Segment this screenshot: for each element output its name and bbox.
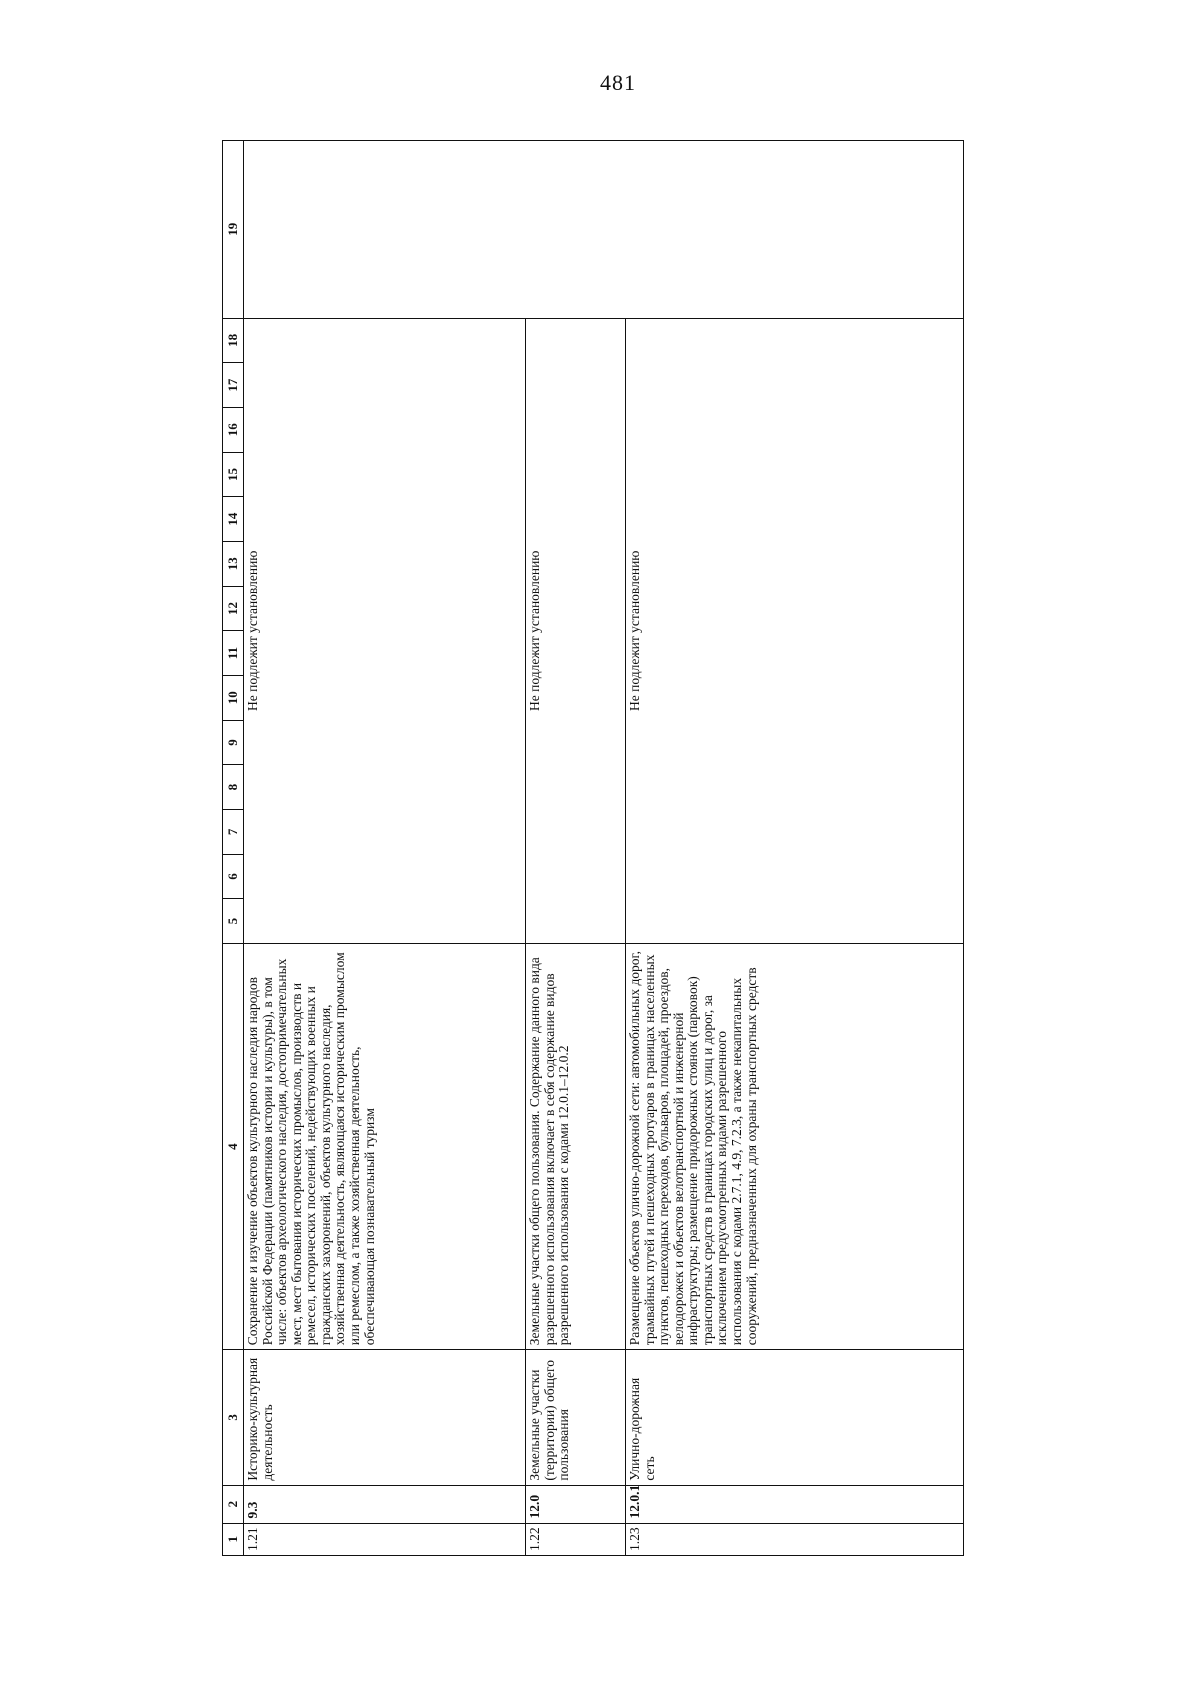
header-cell: 2 (223, 1485, 244, 1523)
header-cell: 16 (223, 407, 244, 452)
header-cell: 1 (223, 1523, 244, 1555)
header-cell: 11 (223, 631, 244, 676)
header-cell: 5 (223, 899, 244, 944)
header-cell: 7 (223, 809, 244, 854)
row-number: 1.23 (626, 1523, 964, 1555)
header-cell: 8 (223, 765, 244, 810)
row-number: 1.21 (244, 1523, 526, 1555)
regulations-table (222, 140, 964, 1556)
header-cell: 18 (223, 318, 244, 363)
header-cell: 4 (223, 943, 244, 1349)
header-cell: 3 (223, 1350, 244, 1485)
header-cell: 19 (223, 141, 244, 319)
row-name: Земельные участки (территории) общего пользования (526, 1350, 626, 1485)
row-code: 12.0 (526, 1485, 626, 1523)
header-cell: 6 (223, 854, 244, 899)
regulations-table-wrapper (222, 140, 962, 1556)
column-19-cell (244, 141, 964, 319)
row-description: Сохранение и изучение объектов культурного наследия народов Российской Федерации (памятников истории и культуры), в том числе: объектов археологического наследия, достопримечательных мест, мест бытования исторических промыслов, производств и ремесел, исторических поселений, недействующих военных и гражданских захоронений, объектов культурного наследия, хозяйственная деятельность, являющаяся историческим промыслом или ремеслом, а также хозяйственная деятельность, обеспечивающая познавательный туризм (244, 943, 526, 1349)
header-cell: 15 (223, 452, 244, 497)
not-established-note: Не подлежит установлению (245, 550, 260, 711)
header-cell: 10 (223, 675, 244, 720)
header-cell: 12 (223, 586, 244, 631)
row-description: Земельные участки общего пользования. Содержание данного вида разрешенного использования включает в себя содержание видов разрешенного использования с кодами 12.0.1–12.0.2 (526, 943, 626, 1349)
table-row (526, 141, 626, 1556)
row-name: Улично-дорожная сеть (626, 1350, 964, 1485)
row-name: Историко-культурная деятельность (244, 1350, 526, 1485)
header-cell: 13 (223, 541, 244, 586)
row-description: Размещение объектов улично-дорожной сети: автомобильных дорог, трамвайных путей и пешеходных тротуаров в границах населенных пунктов, пешеходных переходов, бульваров, площадей, проездов, велодорожек и объектов велотранспортной и инженерной инфраструктуры; размещение придорожных стоянок (парковок) транспортных средств в границах городских улиц и дорог, за исключением предусмотренных видами разрешенного использования с кодами 2.7.1, 4.9, 7.2.3, а также некапитальных сооружений, предназначенных для охраны транспортных средств (626, 943, 964, 1349)
not-established-note: Не подлежит установлению (627, 550, 642, 711)
row-code: 12.0.1 (626, 1485, 964, 1523)
table-row (244, 141, 526, 1556)
table-row (626, 141, 964, 1556)
row-number: 1.22 (526, 1523, 626, 1555)
not-established-note: Не подлежит установлению (527, 550, 542, 711)
header-cell: 9 (223, 720, 244, 765)
header-row (223, 141, 244, 1556)
row-merged-parameters (244, 318, 526, 943)
page-number: 481 (600, 70, 636, 95)
header-cell: 17 (223, 363, 244, 408)
header-cell: 14 (223, 497, 244, 542)
row-merged-parameters (626, 318, 964, 943)
row-merged-parameters (526, 318, 626, 943)
row-code: 9.3 (244, 1485, 526, 1523)
